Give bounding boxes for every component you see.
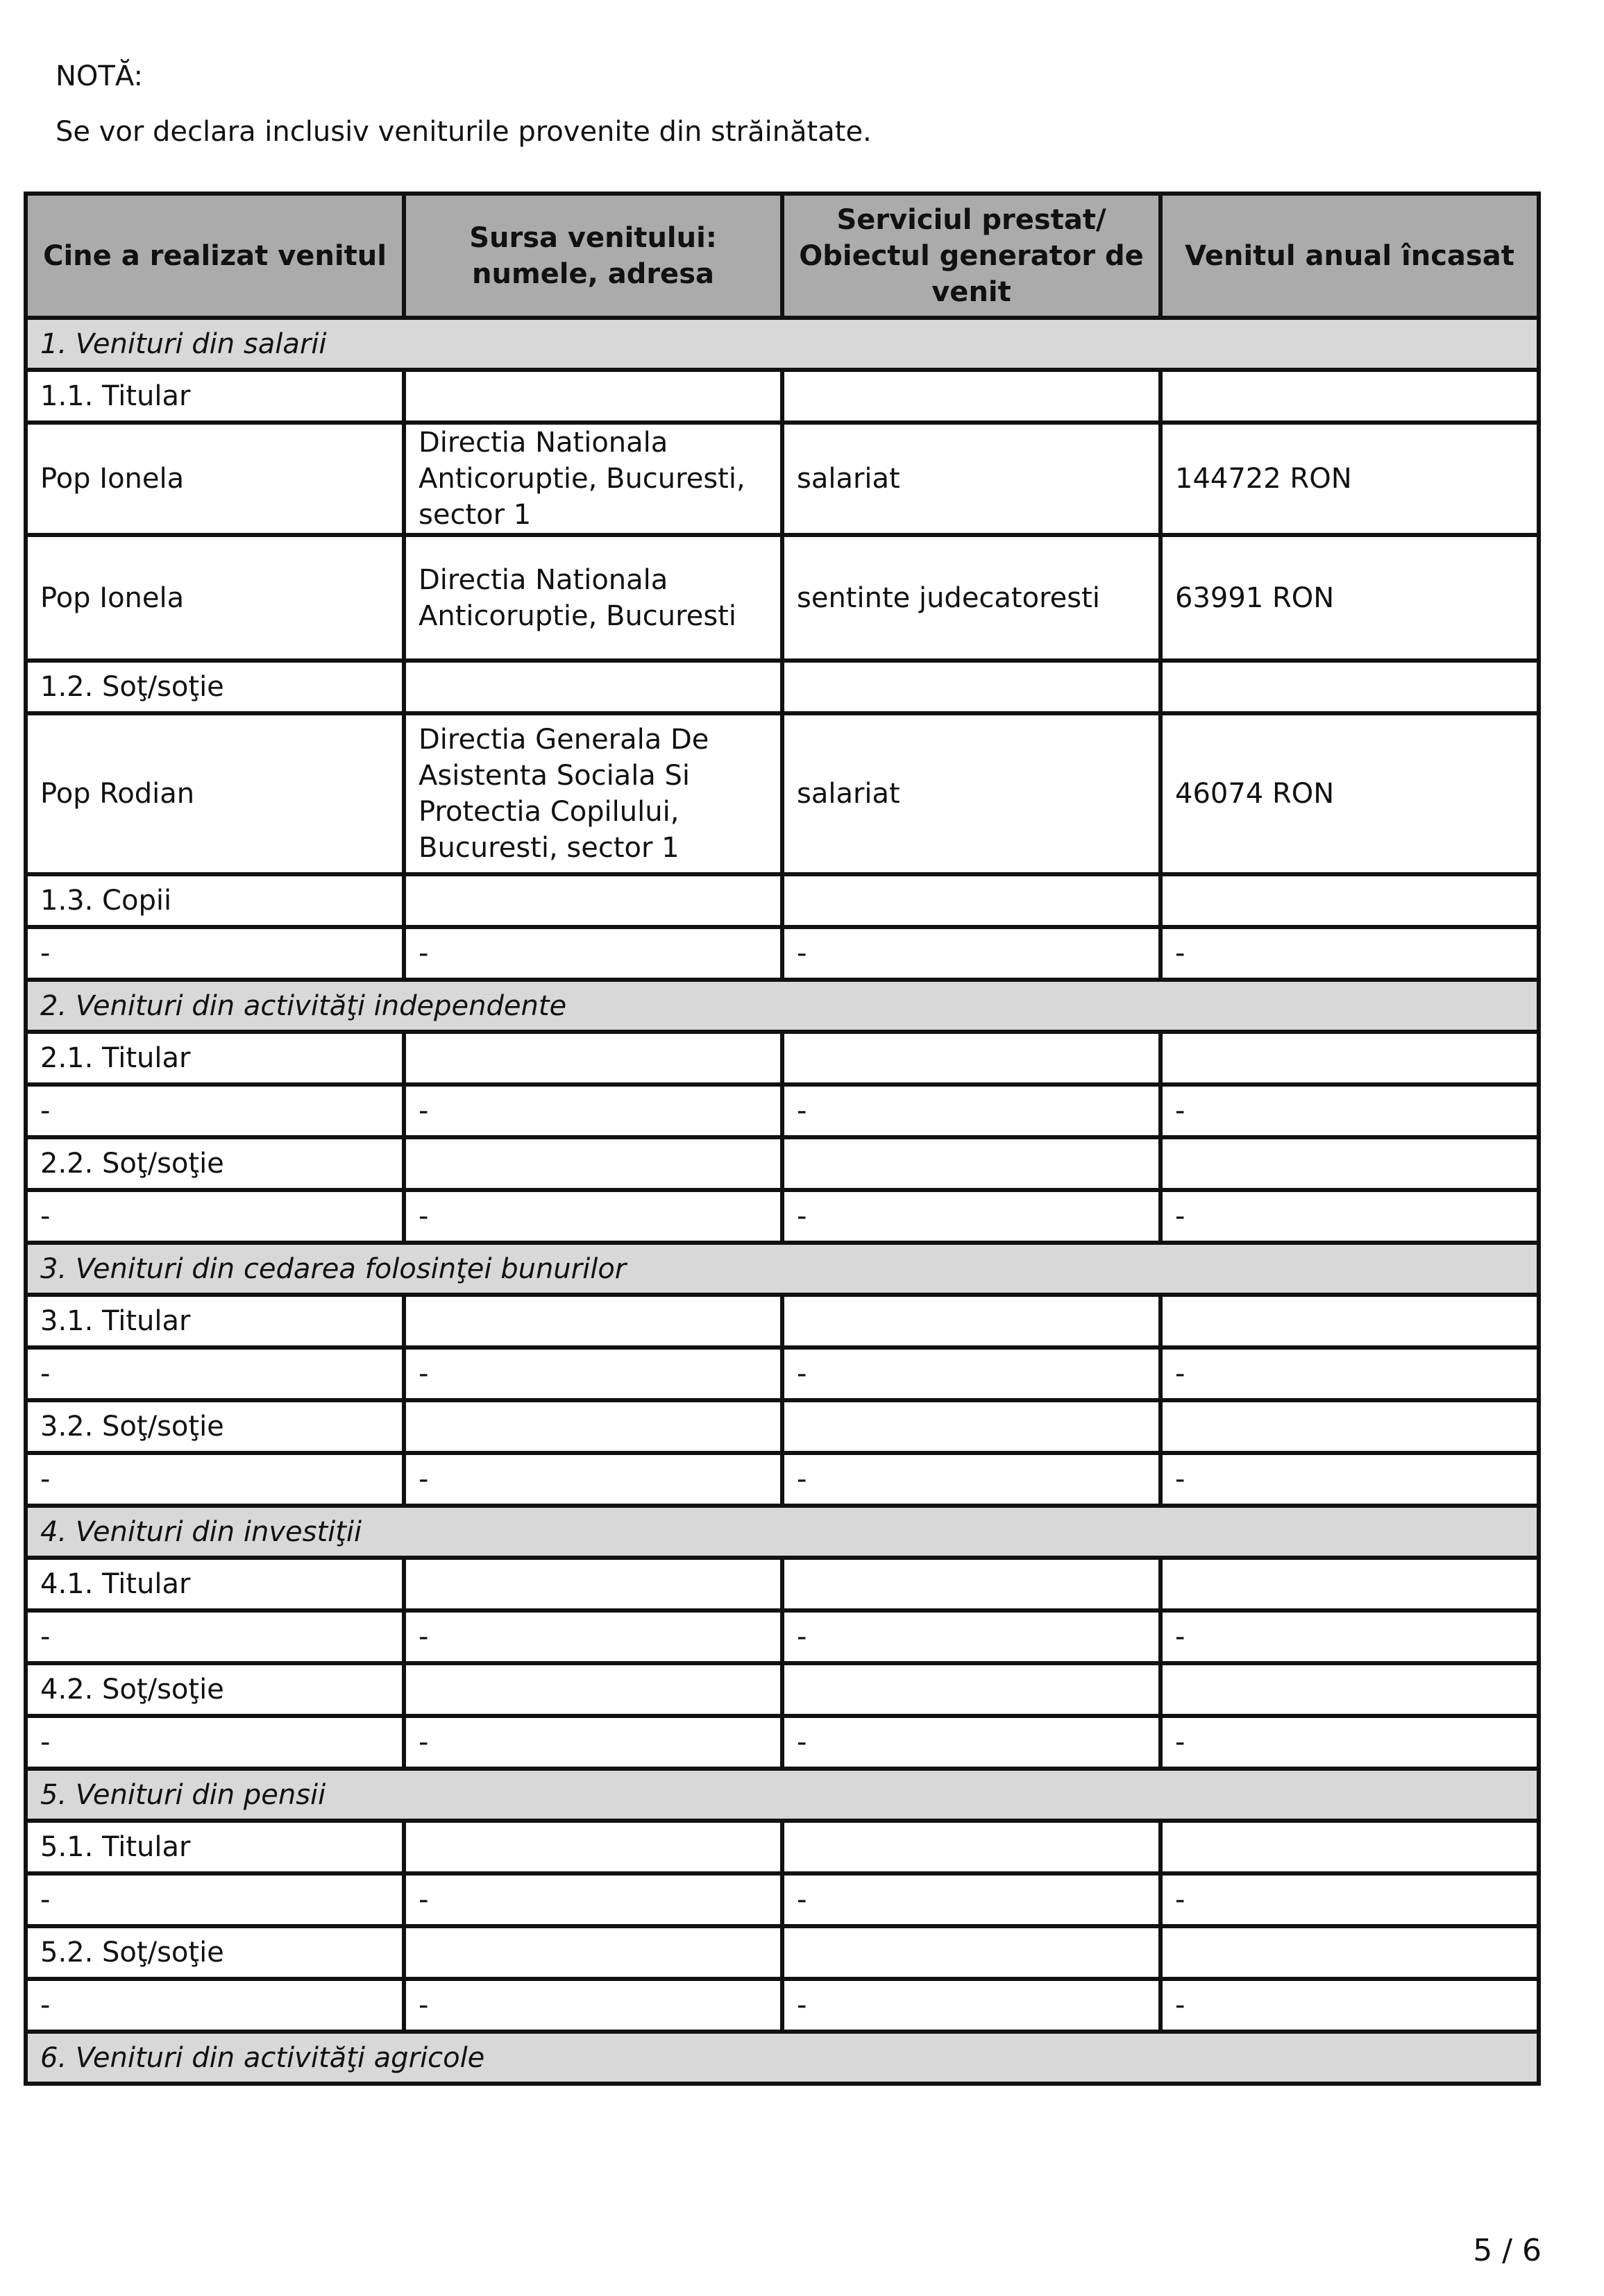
cell-service: - — [782, 927, 1160, 980]
cell-who: 5.1. Titular — [26, 1821, 404, 1873]
section-label: 1. Venituri din salarii — [26, 318, 1539, 370]
cell-source: Directia Generala De Asistenta Sociala Si Protectia Copilului, Bucuresti, sector 1 — [404, 713, 782, 874]
cell-income — [1160, 874, 1539, 927]
cell-source — [404, 1663, 782, 1716]
cell-source — [404, 1400, 782, 1453]
table-row — [26, 661, 1539, 713]
table-row — [26, 1032, 1539, 1085]
cell-who: 2.1. Titular — [26, 1032, 404, 1085]
cell-source — [404, 1295, 782, 1347]
cell-income: - — [1160, 1453, 1539, 1506]
cell-source: - — [404, 1347, 782, 1400]
cell-service — [782, 1926, 1160, 1979]
cell-service: - — [782, 1190, 1160, 1243]
cell-source — [404, 1821, 782, 1873]
table-row — [26, 1085, 1539, 1137]
table-row — [26, 535, 1539, 661]
cell-income — [1160, 1032, 1539, 1085]
cell-income: - — [1160, 1347, 1539, 1400]
section-row — [26, 1243, 1539, 1295]
section-label: 6. Venituri din activităţi agricole — [26, 2032, 1539, 2084]
header-annual-income: Venitul anual încasat — [1160, 194, 1539, 318]
cell-who: - — [26, 1085, 404, 1137]
cell-service: - — [782, 1610, 1160, 1663]
cell-income — [1160, 1137, 1539, 1190]
cell-who: 4.2. Soţ/soţie — [26, 1663, 404, 1716]
cell-source — [404, 370, 782, 423]
cell-income: - — [1160, 1085, 1539, 1137]
cell-income: 63991 RON — [1160, 535, 1539, 661]
cell-income: - — [1160, 1610, 1539, 1663]
table-row — [26, 713, 1539, 874]
cell-who: Pop Ionela — [26, 423, 404, 535]
section-label: 4. Venituri din investiţii — [26, 1506, 1539, 1558]
table-row — [26, 927, 1539, 980]
note-text: Se vor declara inclusiv veniturile provenite din străinătate. — [56, 116, 872, 148]
cell-service: - — [782, 1979, 1160, 2032]
cell-source — [404, 1137, 782, 1190]
cell-source — [404, 874, 782, 927]
cell-source — [404, 661, 782, 713]
table-row — [26, 1873, 1539, 1926]
cell-who: - — [26, 1716, 404, 1769]
cell-who: 2.2. Soţ/soţie — [26, 1137, 404, 1190]
section-label: 5. Venituri din pensii — [26, 1769, 1539, 1821]
cell-source — [404, 1926, 782, 1979]
cell-income — [1160, 1663, 1539, 1716]
cell-income — [1160, 1400, 1539, 1453]
cell-income: 144722 RON — [1160, 423, 1539, 535]
section-row — [26, 980, 1539, 1032]
note-block — [56, 49, 872, 160]
cell-income: 46074 RON — [1160, 713, 1539, 874]
income-table-body — [26, 318, 1539, 2084]
table-row — [26, 423, 1539, 535]
cell-service — [782, 1663, 1160, 1716]
cell-who: - — [26, 1190, 404, 1243]
page-number: 5 / 6 — [1473, 2233, 1542, 2268]
cell-source — [404, 1032, 782, 1085]
cell-who: 3.2. Soţ/soţie — [26, 1400, 404, 1453]
cell-source: Directia Nationala Anticoruptie, Bucuresti, sector 1 — [404, 423, 782, 535]
header-service: Serviciul prestat/ Obiectul generator de venit — [782, 194, 1160, 318]
cell-who: - — [26, 1453, 404, 1506]
table-row — [26, 874, 1539, 927]
table-row — [26, 1190, 1539, 1243]
income-table — [24, 192, 1541, 2086]
cell-service: - — [782, 1347, 1160, 1400]
cell-income: - — [1160, 1716, 1539, 1769]
section-label: 2. Venituri din activităţi independente — [26, 980, 1539, 1032]
cell-source: - — [404, 1190, 782, 1243]
cell-income — [1160, 1926, 1539, 1979]
cell-who: 3.1. Titular — [26, 1295, 404, 1347]
cell-service — [782, 1400, 1160, 1453]
table-row — [26, 370, 1539, 423]
cell-source: - — [404, 1085, 782, 1137]
cell-service: - — [782, 1716, 1160, 1769]
cell-who: 4.1. Titular — [26, 1558, 404, 1610]
section-row — [26, 318, 1539, 370]
cell-service: - — [782, 1085, 1160, 1137]
table-row — [26, 1347, 1539, 1400]
table-row — [26, 1979, 1539, 2032]
cell-income — [1160, 661, 1539, 713]
cell-who: - — [26, 1873, 404, 1926]
header-who: Cine a realizat venitul — [26, 194, 404, 318]
table-row — [26, 1610, 1539, 1663]
cell-income — [1160, 1558, 1539, 1610]
cell-service: salariat — [782, 423, 1160, 535]
cell-income — [1160, 1295, 1539, 1347]
cell-income: - — [1160, 1873, 1539, 1926]
cell-source: - — [404, 927, 782, 980]
cell-income: - — [1160, 1190, 1539, 1243]
table-row — [26, 1558, 1539, 1610]
cell-service — [782, 661, 1160, 713]
cell-income: - — [1160, 927, 1539, 980]
cell-service — [782, 1821, 1160, 1873]
table-row — [26, 1400, 1539, 1453]
cell-who: - — [26, 927, 404, 980]
table-row — [26, 1926, 1539, 1979]
cell-who: 1.3. Copii — [26, 874, 404, 927]
table-header-row — [26, 194, 1539, 318]
cell-service: - — [782, 1873, 1160, 1926]
cell-who: 1.2. Soţ/soţie — [26, 661, 404, 713]
table-row — [26, 1716, 1539, 1769]
cell-service: - — [782, 1453, 1160, 1506]
cell-source: - — [404, 1453, 782, 1506]
section-row — [26, 1506, 1539, 1558]
cell-who: - — [26, 1979, 404, 2032]
cell-service — [782, 874, 1160, 927]
table-row — [26, 1137, 1539, 1190]
cell-who: 1.1. Titular — [26, 370, 404, 423]
cell-service — [782, 1032, 1160, 1085]
cell-who: Pop Rodian — [26, 713, 404, 874]
section-label: 3. Venituri din cedarea folosinţei bunurilor — [26, 1243, 1539, 1295]
table-row — [26, 1453, 1539, 1506]
note-title: NOTĂ: — [56, 60, 143, 92]
table-row — [26, 1663, 1539, 1716]
cell-who: - — [26, 1347, 404, 1400]
section-row — [26, 1769, 1539, 1821]
cell-source: - — [404, 1610, 782, 1663]
cell-who: 5.2. Soţ/soţie — [26, 1926, 404, 1979]
cell-source: - — [404, 1873, 782, 1926]
cell-service — [782, 1137, 1160, 1190]
cell-source: - — [404, 1716, 782, 1769]
cell-income: - — [1160, 1979, 1539, 2032]
cell-source — [404, 1558, 782, 1610]
cell-income — [1160, 370, 1539, 423]
cell-who: Pop Ionela — [26, 535, 404, 661]
table-row — [26, 1821, 1539, 1873]
cell-service: salariat — [782, 713, 1160, 874]
cell-who: - — [26, 1610, 404, 1663]
table-row — [26, 1295, 1539, 1347]
cell-service — [782, 1295, 1160, 1347]
cell-source: - — [404, 1979, 782, 2032]
header-source: Sursa venitului: numele, adresa — [404, 194, 782, 318]
section-row — [26, 2032, 1539, 2084]
cell-service: sentinte judecatoresti — [782, 535, 1160, 661]
cell-source: Directia Nationala Anticoruptie, Bucuresti — [404, 535, 782, 661]
cell-service — [782, 370, 1160, 423]
cell-income — [1160, 1821, 1539, 1873]
cell-service — [782, 1558, 1160, 1610]
